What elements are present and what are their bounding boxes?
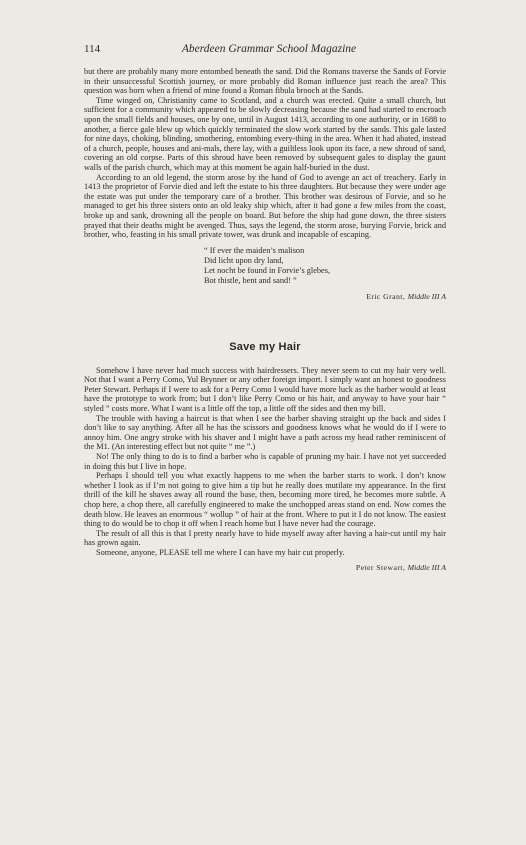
page-header (84, 43, 446, 57)
poem-line: Bot thistle, bent and sand! ” (204, 276, 297, 286)
article-title: Save my Hair (229, 341, 301, 354)
page-body (84, 67, 446, 572)
author-name: Eric Grant, (366, 291, 406, 301)
paragraph: No! The only thing to do is to find a barber who is capable of pruning my hair. I have not yet succeeded in doing this but I live in hope. (84, 452, 446, 471)
paragraph: Somehow I have never had much success with hairdressers. They never seem to cut my hair very well. Not that I want a Perry Como, Yul Brynner or any other foreign import. I simply want an honest to goodness Peter Stewart. Perhaps if I were to ask for a Perry Como I would have more luck as the barber would at least have the prototype to work from; but I don’t like Perry Como or his hair, and anyway to have your hair “ styled ” costs more. What I want is a little off the top, a little off the sides and then my bill. (84, 365, 446, 414)
poem-verse (204, 246, 446, 287)
poem-line: Did licht upon dry land, (204, 255, 284, 265)
poem-line: “ If ever the maiden’s malison (204, 245, 305, 255)
paragraph: but there are probably many more entombed beneath the sand. Did the Romans traverse the Sands of Forvie in their unsuccessful Scottish journey, or more probably did Roman influence just reach the area? This question was born when a friend of mine found a Roman fibula brooch at the Sands. (84, 67, 446, 96)
paragraph: Perhaps I should tell you what exactly happens to me when the barber starts to work. I don’t know whether I look as if I’m not going to give him a tip but he really does mutilate my appearance. In the first thrill of the kill he shaves away all round the base, then, becoming more tired, he becomes more subtle. A chop here, a chop there, all carefully engineered to make the unchopped areas stand on end. Now comes the death blow. He leaves an enormous “ wollup ” of hair at the front. Where to put it I do not know. The easiest thing to do would be to chop it off when I reach home but I have never had the courage. (84, 471, 446, 529)
save-my-hair-article (84, 343, 446, 572)
author-form: Middle III A (407, 291, 446, 301)
forvie-article (84, 67, 446, 301)
paragraph: The trouble with having a haircut is that when I see the barber shaving straight up the back and sides I don’t like to say anything. After all he has the scissors and goodness knows what he would do if I were to annoy him. One angry stroke with his shaver and I might have a path across my head rather reminiscent of the M1. (An interesting effect but not quite “ me ”.) (84, 413, 446, 452)
paragraph: The result of all this is that I pretty nearly have to hide myself away after having a hair-cut until my hair has grown again. (84, 528, 446, 548)
author-byline (84, 292, 446, 302)
poem-line: Let nocht be found in Forvie’s glebes, (204, 266, 331, 276)
author-form: Middle III A (407, 562, 446, 572)
page-number: 114 (84, 43, 101, 55)
paragraph: According to an old legend, the storm arose by the hand of God to avenge an act of treachery. Early in 1413 the proprietor of Forvie died and left the estate to his three daughters. But because they were under age the estate was put under the temporary care of a brother. This brother was desirous of Forvie, and so he managed to get his three sisters onto an old leaky ship which, after it had gone a few miles from the coast, broke up and sank, drowning all the people on board. But before the ship had gone down, the three sisters prayed that their deaths might be avenged. Thus, says the legend, the storm arose, burying Forvie, brick and brother, who, feasting in his small private tower, was drunk and incapable of escaping. (84, 172, 446, 240)
paragraph: Someone, anyone, PLEASE tell me where I can have my hair cut properly. (96, 547, 345, 557)
author-name: Peter Stewart, (355, 562, 406, 572)
author-byline (84, 563, 446, 573)
paragraph: Time winged on, Christianity came to Scotland, and a church was erected. Quite a small church, but sufficient for a community which appeared to be slowly decreasing because the sand had started to encroach upon the small fields and houses, one by one, until in August 1413, according to one authority, or in 1688 to another, a fierce gale blew up which quickly terminated the slow work started by the sands. This gale lasted for nine days, choking, blinding, smothering, entombing every-thing in the area. When it had abated, instead of a church, people, houses and ani-mals, there lay, with a guiltless look upon its face, a new shroud of sand, covering an old corpse. Parts of this shroud have been removed by subsequent gales to display the gaunt walls of the parish church, which may at this moment be again half-buried in the dust. (84, 95, 446, 172)
running-title: Aberdeen Grammar School Magazine (181, 43, 357, 55)
